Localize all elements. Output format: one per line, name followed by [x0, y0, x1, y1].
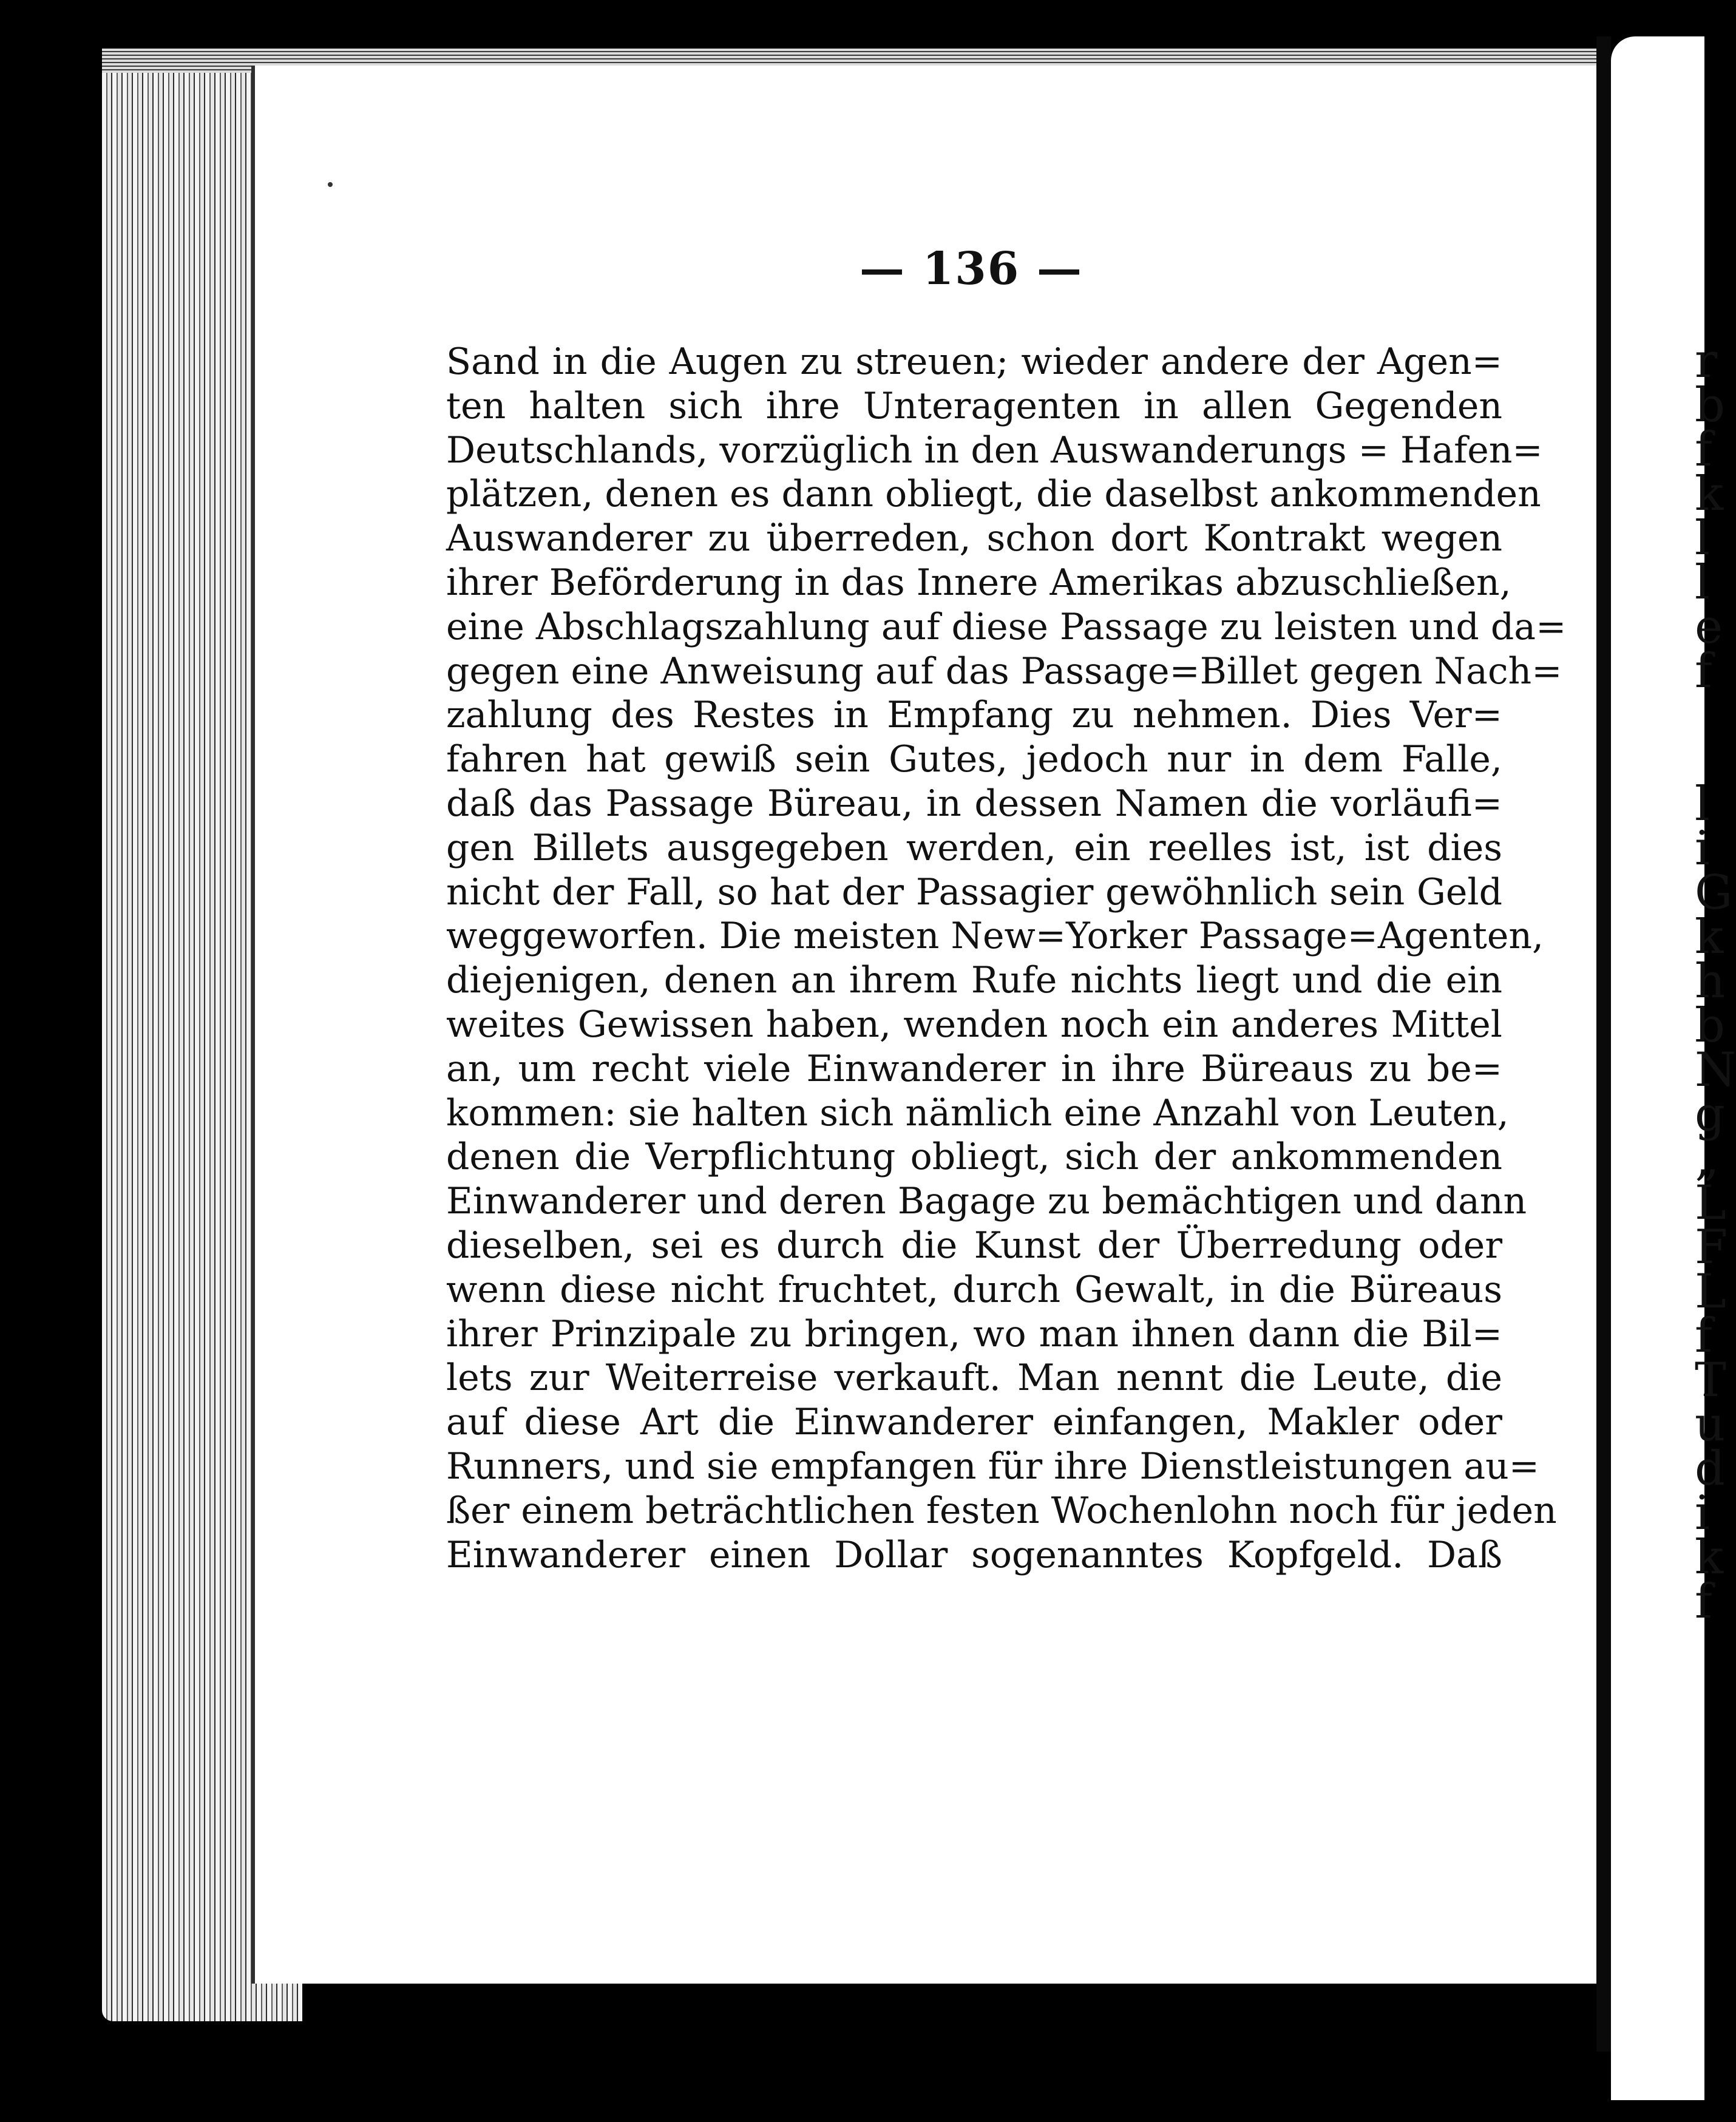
text-line: ihrer Prinzipale zu bringen, wo man ihnen dann die Bil=: [446, 1312, 1502, 1355]
facing-page-line: d: [1695, 1442, 1725, 1496]
page-number: — 136 —: [860, 243, 1083, 295]
text-line: ßer einem beträchtlichen festen Wochenlohn noch für jeden: [446, 1489, 1557, 1532]
text-line: dieselben, sei es durch die Kunst der Überredung oder: [446, 1224, 1502, 1267]
facing-page-line: „: [1695, 1131, 1720, 1186]
text-line: Auswanderer zu überreden, schon dort Kontrakt wegen: [446, 517, 1502, 560]
text-line: Einwanderer und deren Bagage zu bemächtigen und dann: [446, 1180, 1527, 1223]
page-text-block: [446, 340, 1567, 1577]
text-line: daß das Passage Büreau, in dessen Namen die vorläufi=: [446, 782, 1502, 825]
facing-page-line: h: [1695, 954, 1726, 1009]
facing-page-line: b: [1695, 378, 1725, 433]
facing-page-line: G: [1695, 866, 1733, 920]
paper-speck: [328, 182, 333, 187]
text-line: Deutschlands, vorzüglich in den Auswanderungs = Hafen=: [446, 429, 1543, 472]
text-line: auf diese Art die Einwanderer einfangen, Makler oder: [446, 1401, 1502, 1444]
facing-page-line: f: [1695, 1575, 1712, 1629]
facing-page-line: [1611, 694, 1704, 737]
facing-page-line: f: [1695, 1309, 1712, 1363]
text-line: diejenigen, denen an ihrem Rufe nichts liegt und die ein: [446, 959, 1502, 1002]
facing-page-line: l: [1695, 511, 1710, 566]
text-line: Runners, und sie empfangen für ihre Dienstleistungen au=: [446, 1445, 1540, 1488]
text-line: kommen: sie halten sich nämlich eine Anzahl von Leuten,: [446, 1091, 1509, 1134]
facing-page-line: u: [1695, 1397, 1726, 1452]
text-line: Einwanderer einen Dollar sogenanntes Kopfgeld. Daß: [446, 1533, 1502, 1576]
text-line: plätzen, denen es dann obliegt, die daselbst ankommenden: [446, 473, 1541, 516]
text-line: lets zur Weiterreise verkauft. Man nennt die Leute, die: [446, 1357, 1502, 1400]
text-line: fahren hat gewiß sein Gutes, jedoch nur in dem Falle,: [446, 738, 1502, 781]
book-gutter: [1596, 36, 1611, 2052]
text-line: ten halten sich ihre Unteragenten in allen Gegenden: [446, 384, 1502, 427]
facing-page-line: l: [1695, 777, 1710, 832]
facing-page-line: i: [1695, 1486, 1710, 1541]
facing-page-line: L: [1695, 1176, 1726, 1230]
facing-page-line: f: [1695, 644, 1712, 699]
text-line: an, um recht viele Einwanderer in ihre Büreaus zu be=: [446, 1047, 1502, 1090]
facing-page-line: f: [1695, 422, 1712, 477]
facing-page-line: g: [1695, 1087, 1725, 1142]
facing-page-line: T: [1695, 1353, 1727, 1408]
facing-page-line: k: [1695, 1530, 1724, 1585]
facing-page-line: k: [1695, 467, 1724, 521]
facing-page-line: r: [1695, 334, 1718, 388]
facing-page-line: F: [1695, 1220, 1728, 1275]
text-line: ihrer Beförderung in das Innere Amerikas abzuschließen,: [446, 561, 1511, 604]
text-line: gen Billets ausgegeben werden, ein reelles ist, ist dies: [446, 826, 1502, 869]
facing-page-line: e: [1695, 600, 1723, 654]
text-line: weggeworfen. Die meisten New=Yorker Passage=Agenten,: [446, 915, 1544, 958]
text-line: Sand in die Augen zu streuen; wieder andere der Agen=: [446, 341, 1502, 383]
text-line: gegen eine Anweisung auf das Passage=Billet gegen Nach=: [446, 649, 1562, 693]
facing-page: [1611, 36, 1736, 2100]
text-line: denen die Verpflichtung obliegt, sich der ankommenden: [446, 1136, 1502, 1179]
text-line: wenn diese nicht fruchtet, durch Gewalt, in die Büreaus: [446, 1268, 1502, 1311]
text-line: zahlung des Restes in Empfang zu nehmen. Dies Ver=: [446, 694, 1502, 737]
text-line: eine Abschlagszahlung auf diese Passage zu leisten und da=: [446, 605, 1567, 648]
facing-page-line: i: [1695, 821, 1710, 876]
facing-page-line: l: [1695, 555, 1710, 610]
text-line: weites Gewissen haben, wenden noch ein anderes Mittel: [446, 1003, 1502, 1046]
facing-page-line: L: [1695, 1264, 1726, 1319]
facing-page-line: k: [1695, 910, 1724, 964]
facing-page-line: N: [1695, 1043, 1736, 1097]
text-line: nicht der Fall, so hat der Passagier gewöhnlich sein Geld: [446, 870, 1502, 914]
facing-page-line: b: [1695, 998, 1725, 1053]
